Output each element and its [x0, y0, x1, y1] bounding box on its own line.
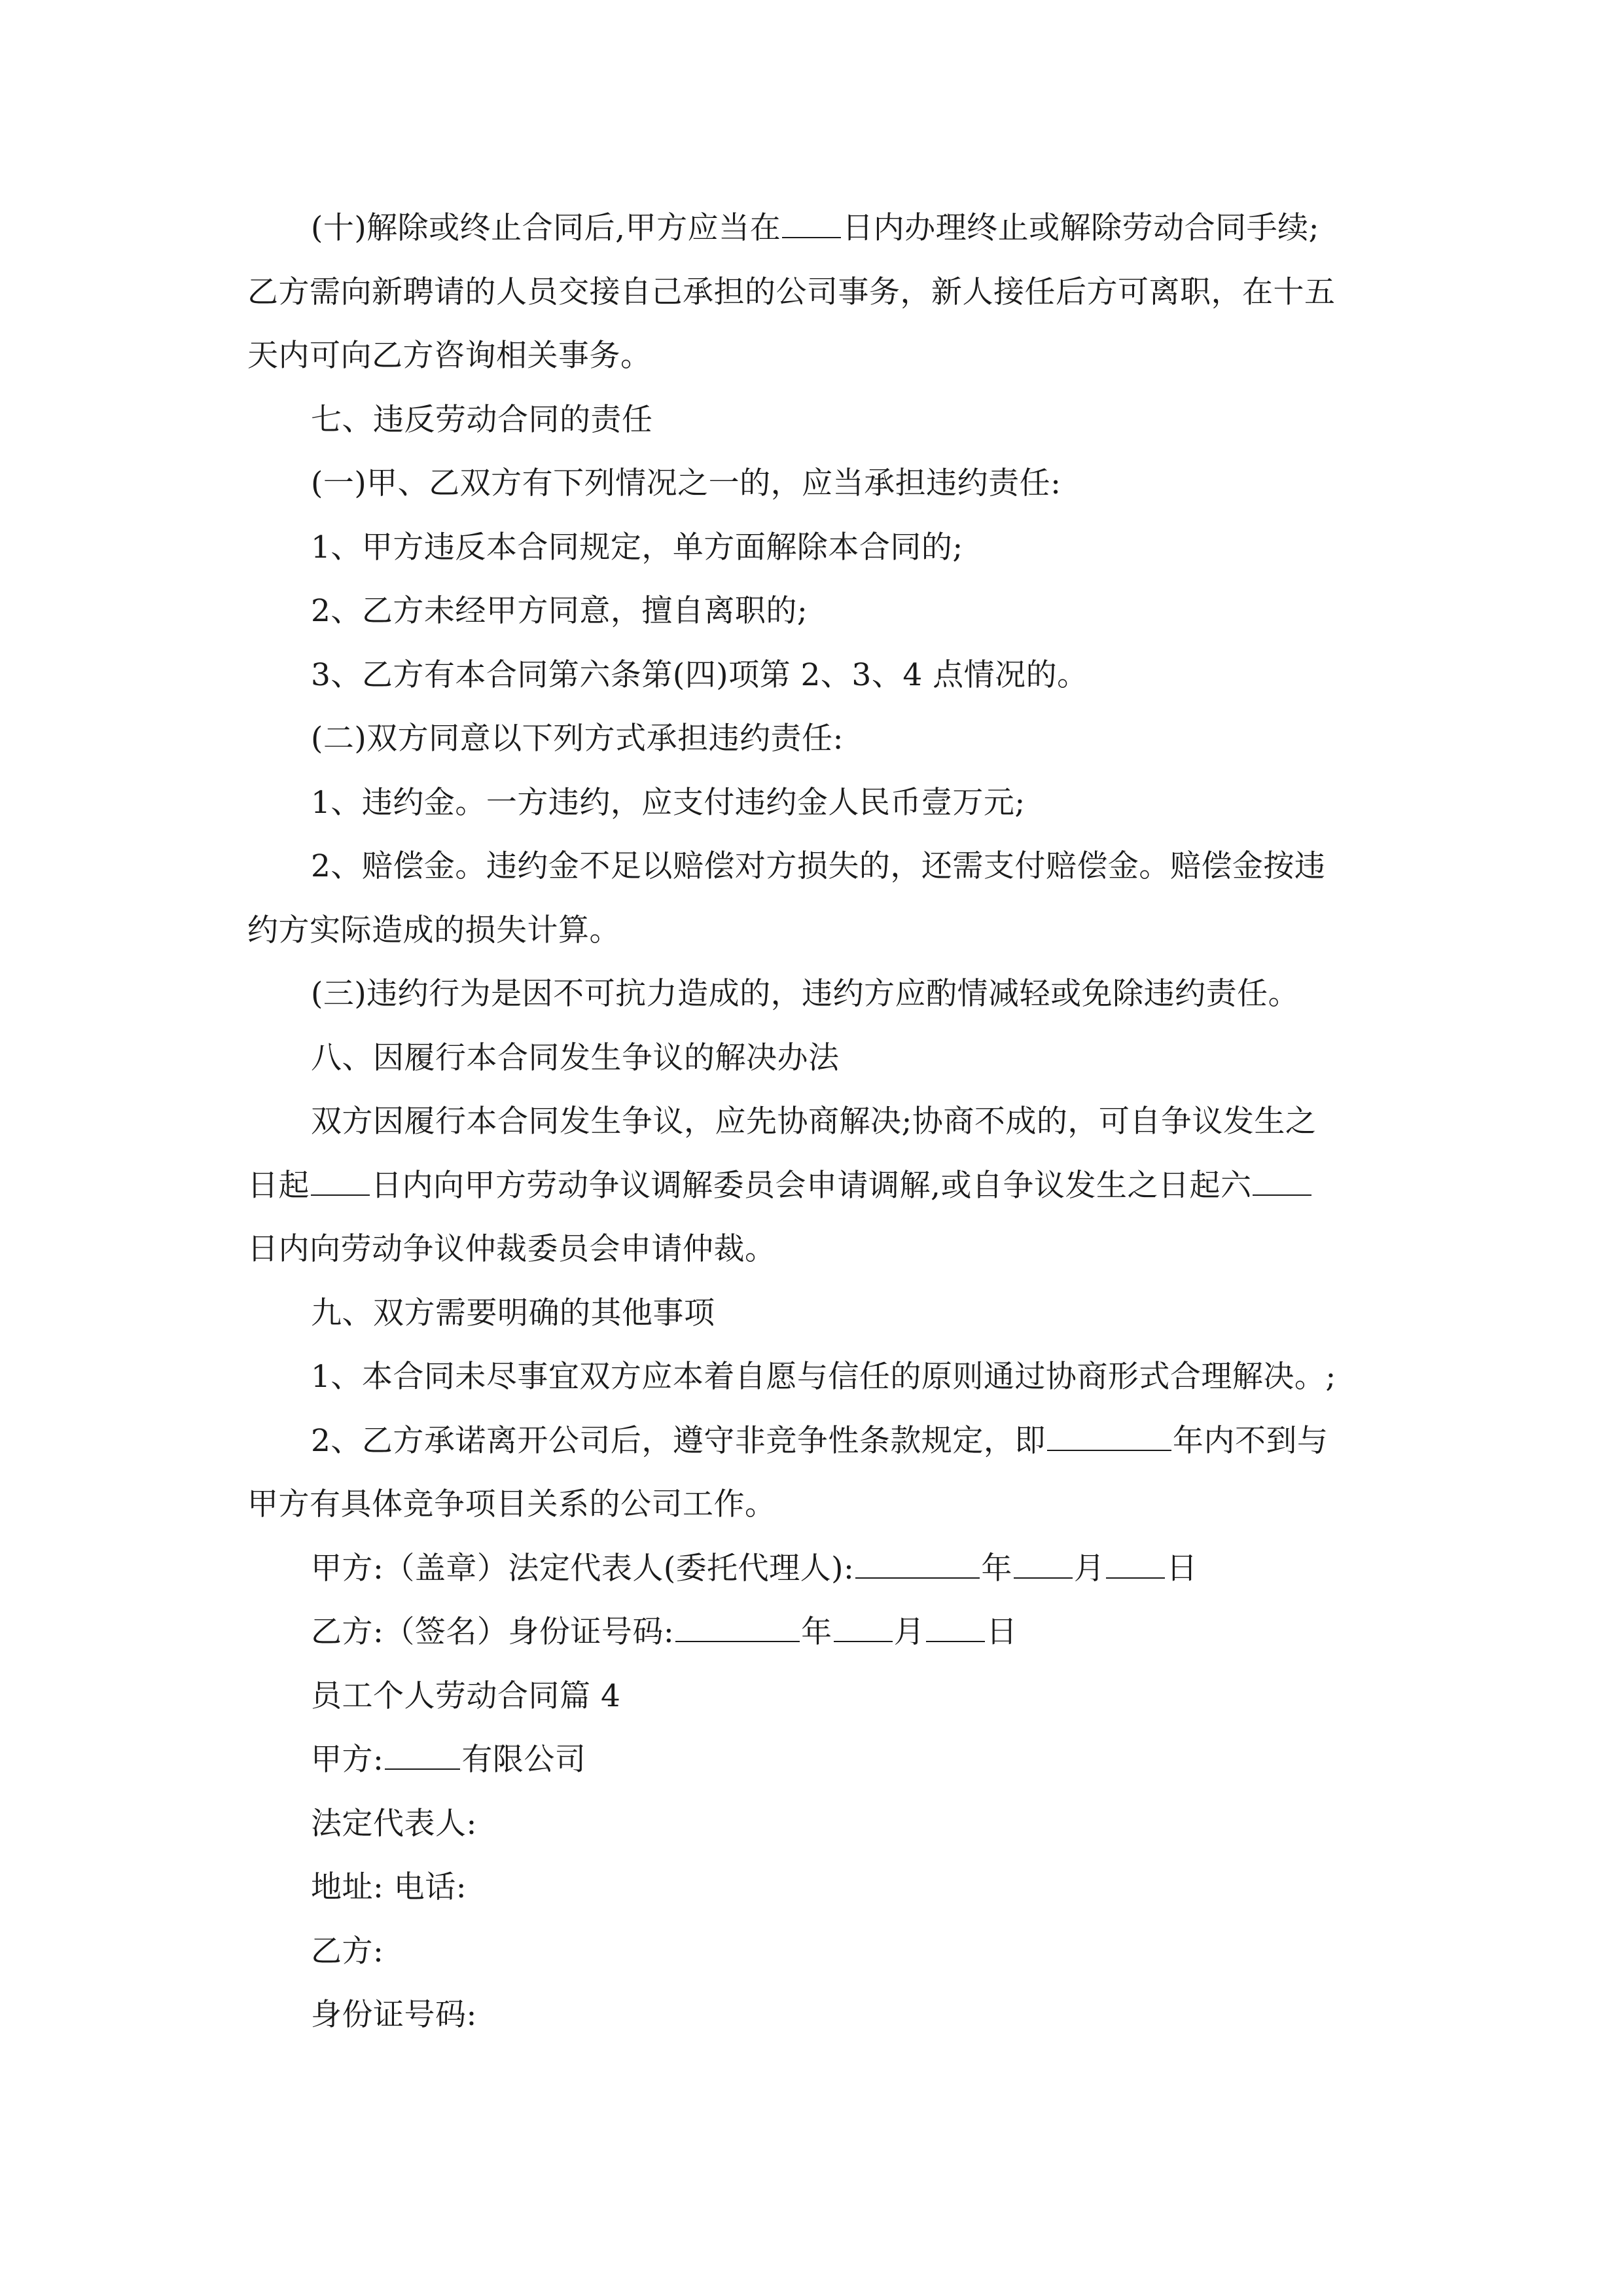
text-segment: 有限公司: [461, 1742, 586, 1778]
blank-field: [1253, 1170, 1311, 1196]
document-body: [247, 196, 1380, 2047]
paragraph-line: (三)违约行为是因不可抗力造成的，违约方应酌情减轻或免除违约责任。: [311, 976, 1300, 1012]
paragraph-line: [247, 1154, 1380, 1218]
party-a-line: [247, 1728, 1380, 1792]
text-segment: 甲方:: [311, 1742, 384, 1778]
text-segment: 年: [801, 1614, 832, 1650]
text-segment: 2、乙方承诺离开公司后，遵守非竞争性条款规定，即: [311, 1422, 1046, 1459]
section-heading-eight: 八、因履行本合同发生争议的解决办法: [311, 1039, 840, 1076]
blank-field: [1106, 1552, 1165, 1579]
blank-field: [675, 1616, 800, 1642]
text-segment: 年内不到与: [1172, 1422, 1329, 1459]
text-segment: 日起: [247, 1167, 310, 1204]
blank-field: [782, 212, 841, 238]
text-segment: 日: [986, 1614, 1018, 1650]
text-segment: 年: [981, 1550, 1012, 1587]
paragraph-line: 甲方有具体竞争项目关系的公司工作。: [247, 1486, 776, 1522]
document-title: 员工个人劳动合同篇 4: [311, 1677, 621, 1714]
text-segment: 日内向甲方劳动争议调解委员会申请调解,或自争议发生之日起六: [371, 1167, 1252, 1204]
paragraph-line: 乙方需向新聘请的人员交接自己承担的公司事务，新人接任后方可离职，在十五: [247, 274, 1336, 310]
text-segment: 月: [1073, 1550, 1105, 1587]
party-b-line: 乙方:: [311, 1933, 384, 1969]
paragraph-line: 双方因履行本合同发生争议，应先协商解决;协商不成的，可自争议发生之: [311, 1103, 1317, 1139]
signature-line-party-a: [247, 1537, 1380, 1601]
blank-field: [311, 1170, 370, 1196]
blank-field: [834, 1616, 893, 1642]
paragraph-line: (一)甲、乙双方有下列情况之一的，应当承担违约责任:: [311, 465, 1061, 501]
legal-representative-line: 法定代表人:: [311, 1805, 477, 1842]
paragraph-line: 约方实际造成的损失计算。: [247, 912, 620, 948]
text-segment: (十)解除或终止合同后,甲方应当在: [311, 210, 781, 246]
id-number-line: 身份证号码:: [311, 1997, 477, 2033]
list-item: 1、本合同未尽事宜双方应本着自愿与信任的原则通过协商形式合理解决。;: [311, 1359, 1336, 1395]
paragraph-line: 日内向劳动争议仲裁委员会申请仲裁。: [247, 1231, 776, 1267]
list-item: 3、乙方有本合同第六条第(四)项第 2、3、4 点情况的。: [311, 656, 1088, 693]
list-item: [247, 1409, 1380, 1473]
text-segment: 日内办理终止或解除劳动合同手续;: [842, 210, 1319, 246]
blank-field: [1014, 1552, 1073, 1579]
section-heading-seven: 七、违反劳动合同的责任: [311, 401, 653, 438]
blank-field: [926, 1616, 985, 1642]
blank-field: [385, 1744, 460, 1770]
paragraph-ten: [247, 196, 1380, 260]
list-item: 2、乙方未经甲方同意，擅自离职的;: [311, 593, 808, 629]
blank-field: [855, 1552, 980, 1579]
text-segment: 日: [1166, 1550, 1198, 1587]
text-segment: 月: [893, 1614, 925, 1650]
section-heading-nine: 九、双方需要明确的其他事项: [311, 1295, 715, 1331]
text-segment: 甲方:（盖章）法定代表人(委托代理人):: [311, 1550, 855, 1587]
blank-field: [1047, 1425, 1171, 1451]
address-phone-line: 地址: 电话:: [311, 1869, 467, 1905]
paragraph-line: 天内可向乙方咨询相关事务。: [247, 338, 652, 374]
signature-line-party-b: [247, 1600, 1380, 1664]
text-segment: 乙方:（签名）身份证号码:: [311, 1614, 675, 1650]
list-item: 1、违约金。一方违约，应支付违约金人民币壹万元;: [311, 784, 1026, 821]
list-item: 1、甲方违反本合同规定，单方面解除本合同的;: [311, 529, 963, 565]
list-item: 2、赔偿金。违约金不足以赔偿对方损失的，还需支付赔偿金。赔偿金按违: [311, 848, 1326, 884]
paragraph-line: (二)双方同意以下列方式承担违约责任:: [311, 721, 844, 757]
